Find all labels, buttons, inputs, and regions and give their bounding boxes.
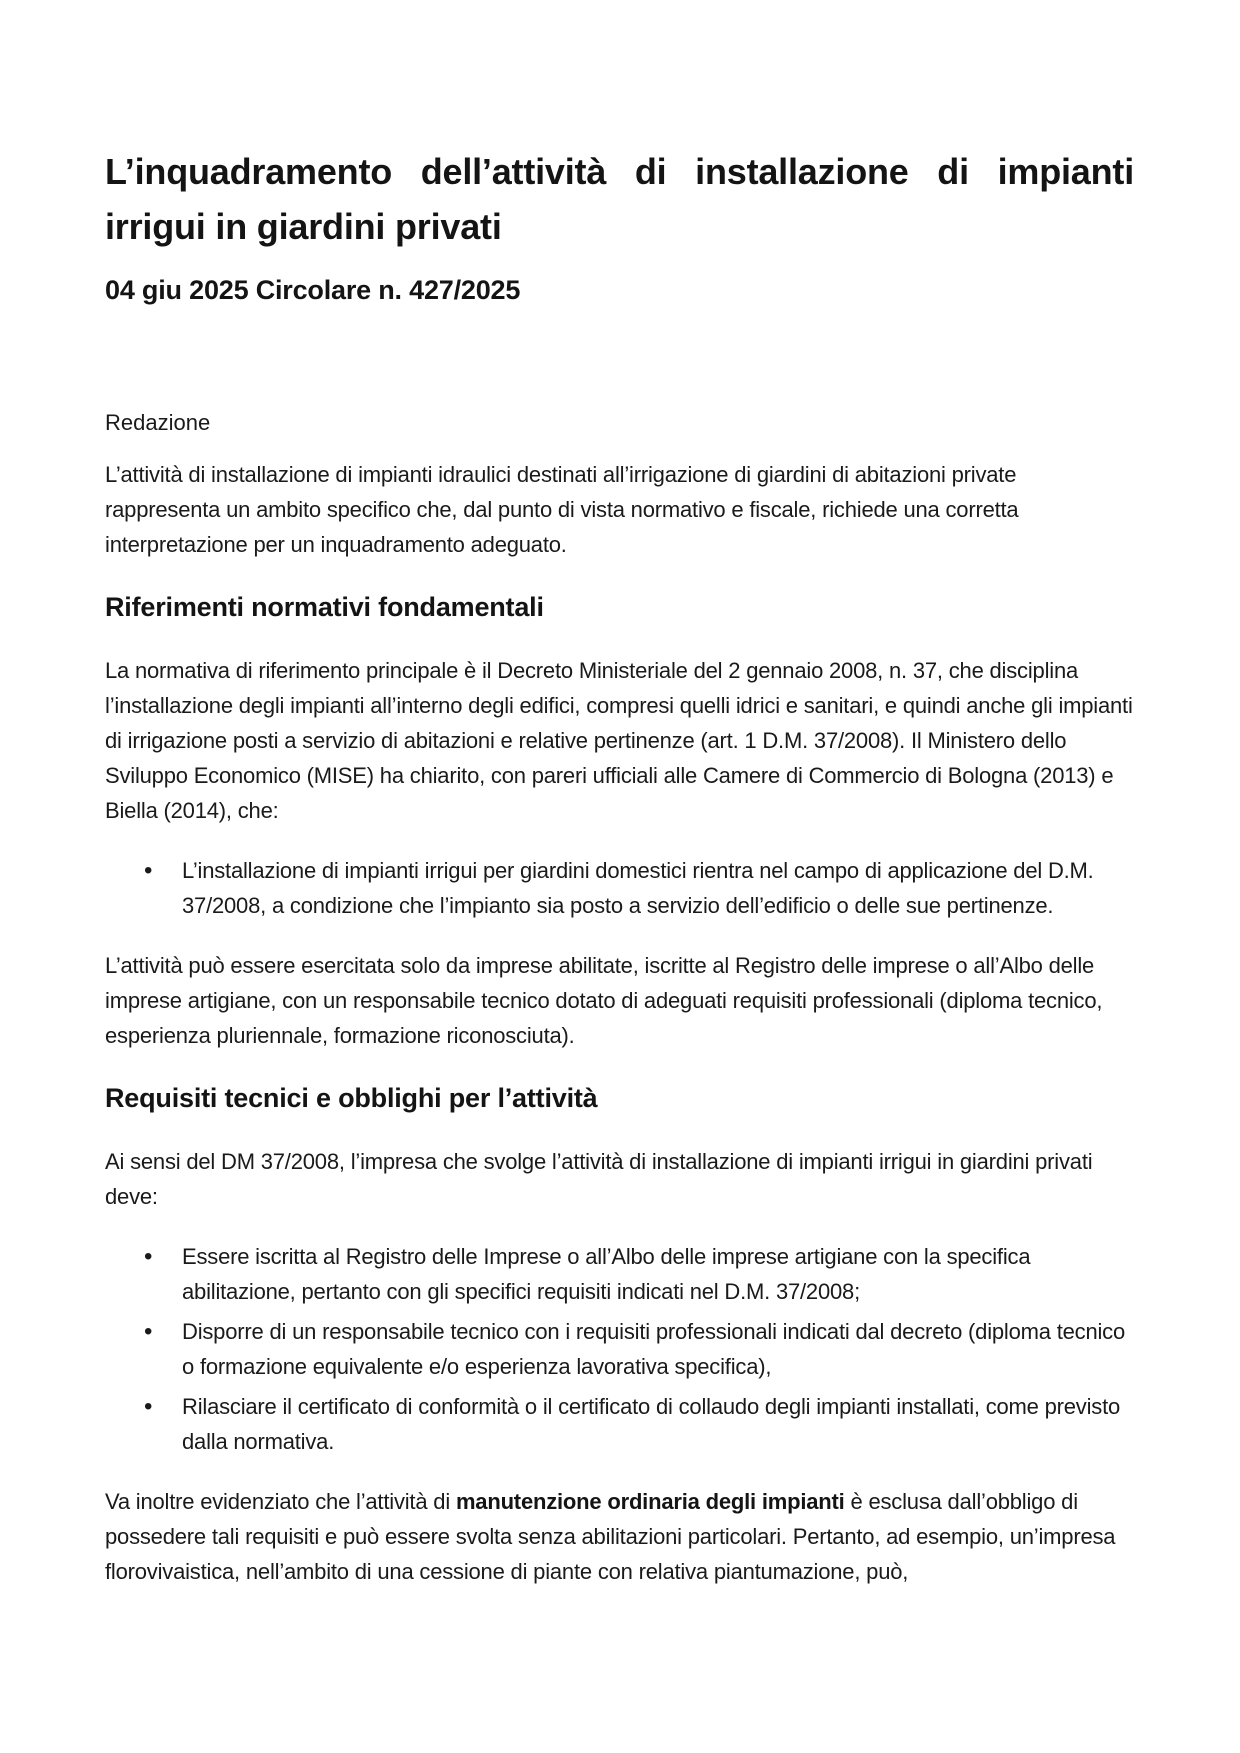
list-item: • Essere iscritta al Registro delle Imprese o all’Albo delle imprese artigiane con la specifica abilitazione, pertanto con gli specifici requisiti indicati nel D.M. 37/2008; bbox=[182, 1239, 1134, 1309]
section2-bullet-list bbox=[105, 1239, 1134, 1459]
closing-text-after: è esclusa dall’obbligo di possedere tali requisiti e può essere svolta senza abilitazioni particolari. Pertanto, ad esempio, un’impresa florovivaistica, nell’ambito di una cessione di piante con relativa piantumazione, può, bbox=[105, 1489, 1116, 1584]
closing-text-bold: manutenzione ordinaria degli impianti bbox=[455, 1489, 845, 1514]
page-title bbox=[105, 144, 1134, 254]
section2-paragraph-1: Ai sensi del DM 37/2008, l’impresa che svolge l’attività di installazione di impianti irrigui in giardini privati deve: bbox=[105, 1149, 1093, 1209]
list-item: • L’installazione di impianti irrigui per giardini domestici rientra nel campo di applicazione del D.M. 37/2008, a condizione che l’impianto sia posto a servizio dell’edificio o delle sue pertinenze. bbox=[182, 853, 1134, 923]
section1-paragraph-1: La normativa di riferimento principale è il Decreto Ministeriale del 2 gennaio 2008, n. 37, che disciplina l’installazione degli impianti all’interno degli edifici, compresi quelli idrici e sanitari, e quindi anche gli impianti di irrigazione posti a servizio di abitazioni e relative pertinenze (art. 1 D.M. 37/2008). Il Ministero dello Sviluppo Economico (MISE) ha chiarito, con pareri ufficiali alle Camere di Commercio di Bologna (2013) e Biella (2014), che: bbox=[105, 658, 1133, 823]
closing-text-before: Va inoltre evidenziato che l’attività di bbox=[105, 1489, 456, 1514]
page-title-line-2: irrigui in giardini privati bbox=[105, 206, 502, 247]
intro-paragraph: L’attività di installazione di impianti idraulici destinati all’irrigazione di giardini di abitazioni private rappresenta un ambito specifico che, dal punto di vista normativo e fiscale, richiede una corretta interpretazione per un inquadramento adeguato. bbox=[105, 462, 1019, 557]
section1-paragraph-2: L’attività può essere esercitata solo da imprese abilitate, iscritte al Registro delle imprese o all’Albo delle imprese artigiane, con un responsabile tecnico dotato di adeguati requisiti professionali (diploma tecnico, esperienza pluriennale, formazione riconosciuta). bbox=[105, 953, 1103, 1048]
section-heading-riferimenti-normativi: Riferimenti normativi fondamentali bbox=[105, 592, 544, 622]
section1-bullet-list bbox=[105, 853, 1134, 923]
document-date-circular-subtitle: 04 giu 2025 Circolare n. 427/2025 bbox=[105, 275, 521, 305]
list-item: • Rilasciare il certificato di conformità o il certificato di collaudo degli impianti installati, come previsto dalla normativa. bbox=[182, 1389, 1134, 1459]
list-item: • Disporre di un responsabile tecnico con i requisiti professionali indicati dal decreto (diploma tecnico o formazione equivalente e/o esperienza lavorativa specifica), bbox=[182, 1314, 1134, 1384]
section2-closing-paragraph bbox=[105, 1484, 1134, 1589]
page-title-line-1: L’inquadramento dell’attività di installazione di impianti bbox=[105, 151, 1134, 192]
section-heading-requisiti-tecnici: Requisiti tecnici e obblighi per l’attività bbox=[105, 1083, 598, 1113]
byline-author: Redazione bbox=[105, 410, 211, 435]
